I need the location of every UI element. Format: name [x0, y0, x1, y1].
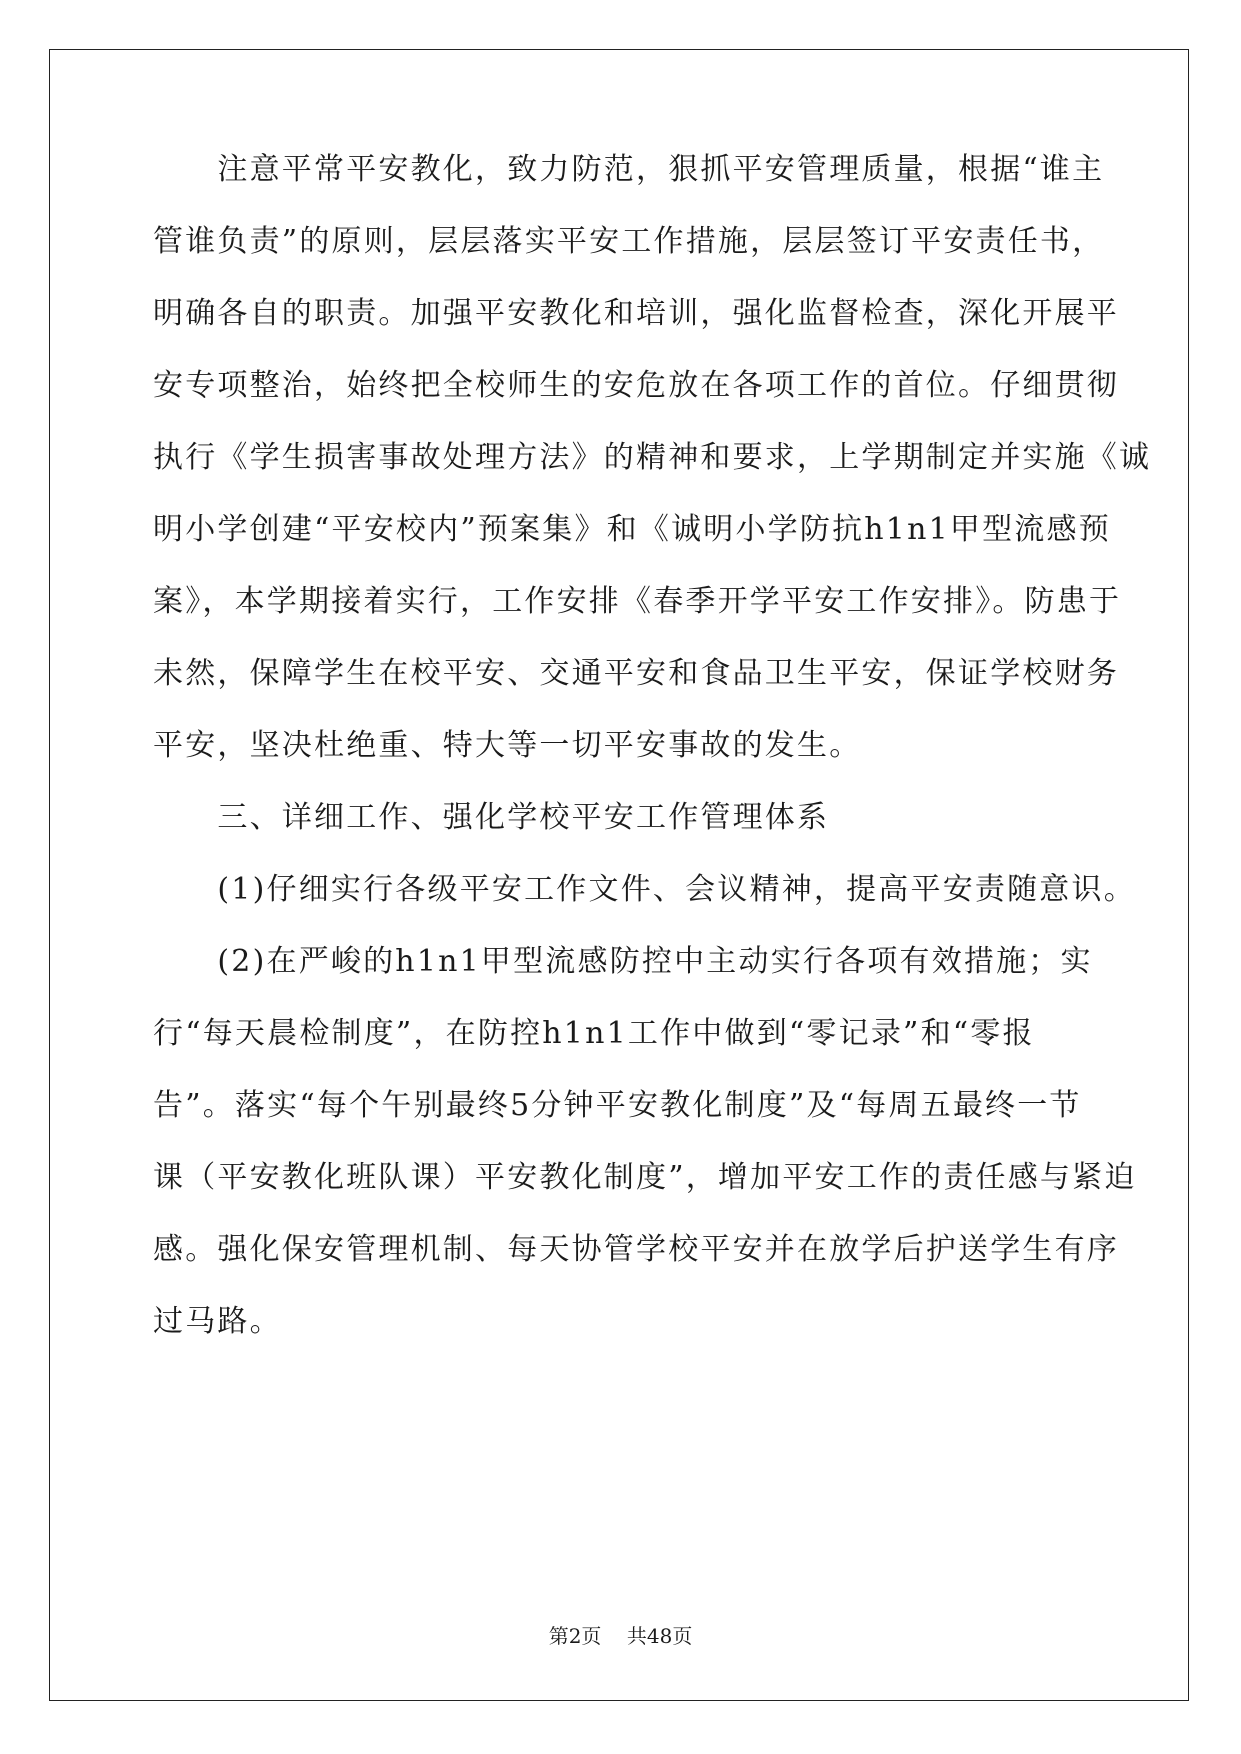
- total-label-prefix: 共: [626, 1624, 647, 1648]
- text-line: 感。强化保安管理机制、每天协管学校平安并在放学后护送学生有序: [153, 1232, 1119, 1267]
- text-line: (1)仔细实行各级平安工作文件、会议精神，提高平安责随意识。: [153, 872, 1136, 907]
- text-line: 行“每天晨检制度”，在防控h1n1工作中做到“零记录”和“零报: [153, 1016, 1035, 1051]
- text-line: 课（平安教化班队课）平安教化制度”，增加平安工作的责任感与紧迫: [153, 1160, 1137, 1195]
- total-page-count: 48: [646, 1624, 673, 1648]
- current-page-number: 2: [568, 1624, 582, 1648]
- page-label-suffix: 页: [581, 1624, 602, 1648]
- text-line: (2)在严峻的h1n1甲型流感防控中主动实行各项有效措施；实: [153, 944, 1093, 979]
- text-line: 注意平常平安教化，致力防范，狠抓平安管理质量，根据“谁主: [153, 152, 1105, 187]
- text-line: 明确各自的职责。加强平安教化和培训，强化监督检查，深化开展平: [153, 296, 1119, 331]
- text-line: 管谁负责”的原则，层层落实平安工作措施，层层签订平安责任书，: [153, 224, 1105, 259]
- text-line: 平安，坚决杜绝重、特大等一切平安事故的发生。: [153, 728, 862, 763]
- text-line: 过马路。: [153, 1304, 282, 1339]
- page-footer: [0, 1620, 1241, 1649]
- text-line: 告”。落实“每个午别最终5分钟平安教化制度”及“每周五最终一节: [153, 1088, 1082, 1123]
- text-line: 明小学创建“平安校内”预案集》和《诚明小学防抗h1n1甲型流感预: [153, 512, 1111, 547]
- text-line: 案》，本学期接着实行，工作安排《春季开学平安工作安排》。防患于: [153, 584, 1122, 619]
- text-line: 未然，保障学生在校平安、交通平安和食品卫生平安，保证学校财务: [153, 656, 1119, 691]
- section-heading: 三、详细工作、强化学校平安工作管理体系: [153, 800, 830, 835]
- text-line: 安专项整治，始终把全校师生的安危放在各项工作的首位。仔细贯彻: [153, 368, 1119, 403]
- text-line: 执行《学生损害事故处理方法》的精神和要求，上学期制定并实施《诚: [153, 440, 1152, 475]
- page-label-prefix: 第: [548, 1624, 569, 1648]
- total-label-suffix: 页: [672, 1624, 693, 1648]
